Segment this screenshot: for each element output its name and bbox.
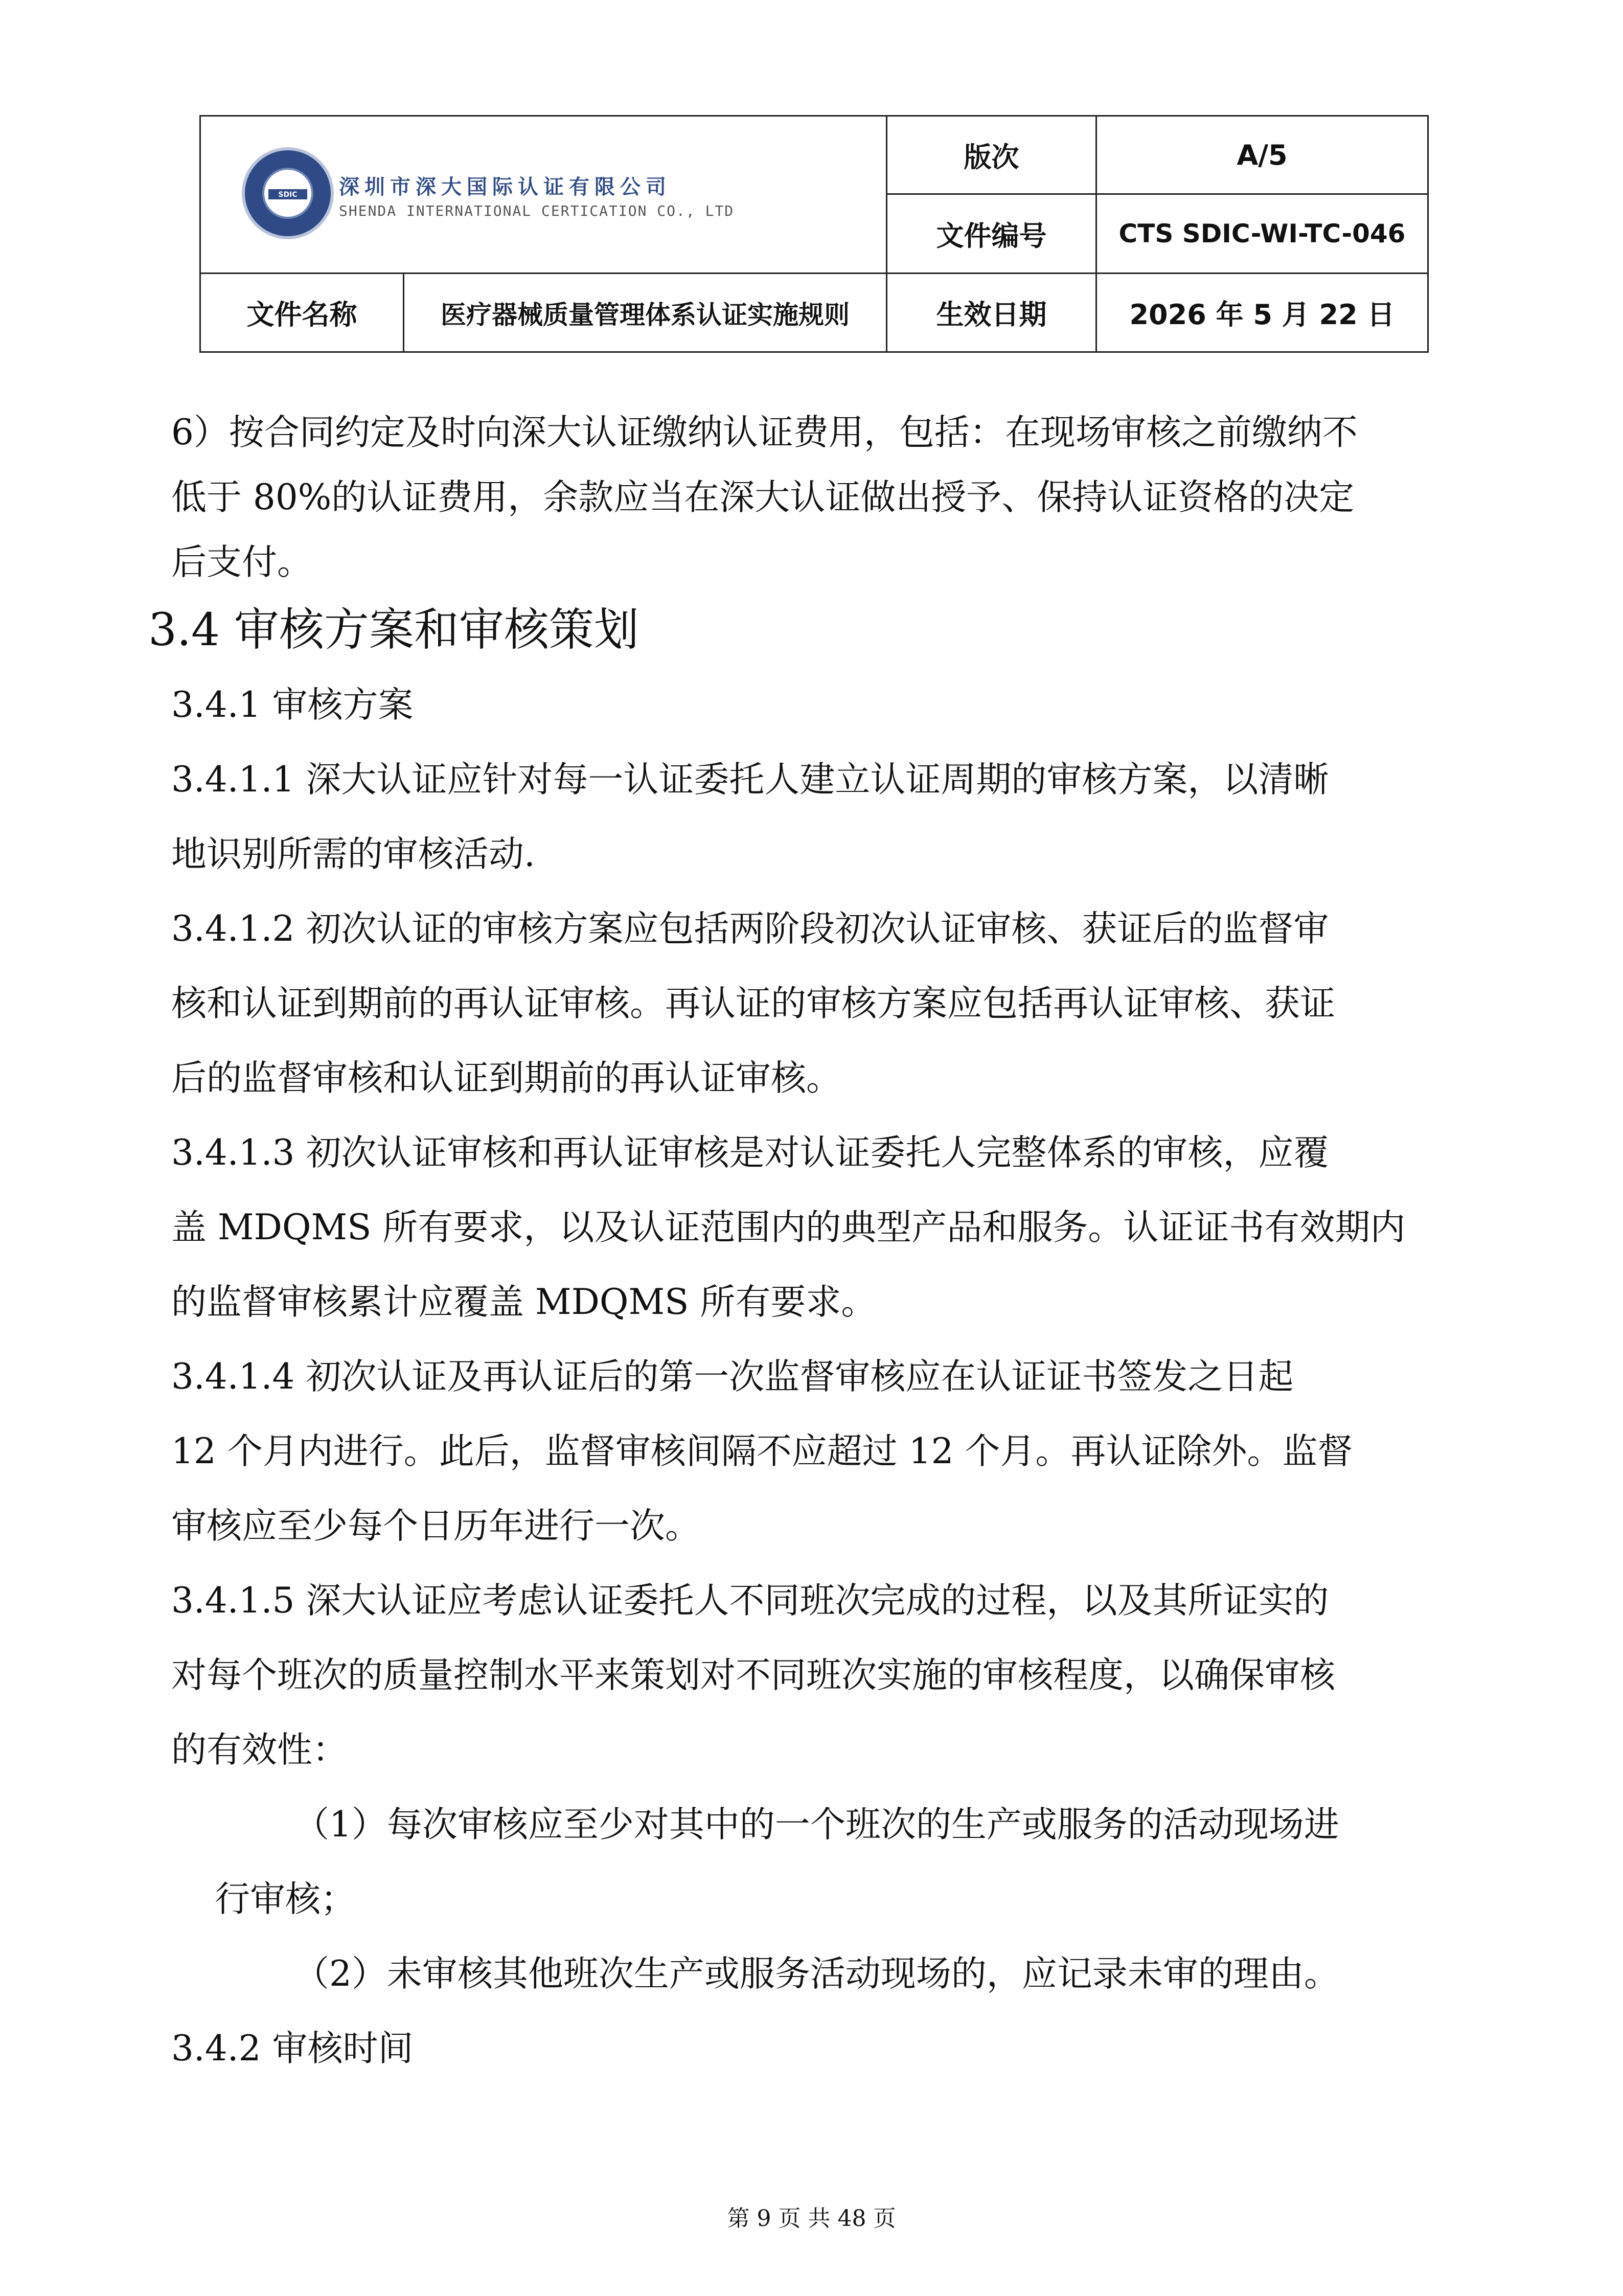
document-header-table (199, 115, 1429, 353)
paragraph-line: 审核应至少每个日历年进行一次。 (171, 1506, 700, 1547)
paragraph-line: 后的监督审核和认证到期前的再认证审核。 (171, 1058, 841, 1099)
effective-date-value: 2026 年 5 月 22 日 (1129, 299, 1395, 331)
list-item-1-line: （1）每次审核应至少对其中的一个班次的生产或服务的活动现场进 (294, 1804, 1339, 1845)
doc-name-label: 文件名称 (246, 299, 357, 331)
paragraph-line: 低于 80%的认证费用，余款应当在深大认证做出授予、保持认证资格的决定 (171, 477, 1355, 518)
paragraph-line: 12 个月内进行。此后，监督审核间隔不应超过 12 个月。再认证除外。监督 (171, 1431, 1353, 1472)
paragraph-line: 盖 MDQMS 所有要求，以及认证范围内的典型产品和服务。认证证书有效期内 (171, 1207, 1406, 1248)
version-label: 版次 (964, 141, 1019, 173)
list-item-2: （2）未审核其他班次生产或服务活动现场的，应记录未审的理由。 (294, 1953, 1339, 1994)
paragraph-line: 6）按合同约定及时向深大认证缴纳认证费用，包括：在现场审核之前缴纳不 (171, 412, 1358, 453)
paragraph-line: 3.4.1.5 深大认证应考虑认证委托人不同班次完成的过程，以及其所证实的 (171, 1580, 1329, 1621)
version-value: A/5 (1237, 139, 1288, 171)
paragraph-line: 的有效性： (171, 1730, 348, 1770)
page-number: 第 9 页 共 48 页 (727, 2206, 896, 2232)
paragraph-line: 地识别所需的审核活动. (171, 834, 535, 875)
paragraph-line: 3.4.1.1 深大认证应针对每一认证委托人建立认证周期的审核方案，以清晰 (171, 759, 1329, 800)
company-name-en: SHENDA INTERNATIONAL CERTICATION CO., LTD (339, 202, 735, 219)
paragraph-line: 3.4.1.2 初次认证的审核方案应包括两阶段初次认证审核、获证后的监督审 (171, 908, 1329, 949)
paragraph-line: 核和认证到期前的再认证审核。再认证的审核方案应包括再认证审核、获证 (171, 983, 1335, 1024)
paragraph-line: 对每个班次的质量控制水平来策划对不同班次实施的审核程度，以确保审核 (171, 1655, 1335, 1696)
svg-text:SDIC: SDIC (278, 191, 298, 199)
effective-date-label: 生效日期 (936, 299, 1047, 331)
sdic-seal-icon (242, 147, 334, 239)
subsection-heading-3-4-2: 3.4.2 审核时间 (171, 2028, 414, 2069)
subsection-heading-3-4-1: 3.4.1 审核方案 (171, 685, 414, 725)
paragraph-line: 后支付。 (171, 542, 312, 583)
doc-number-value: CTS SDIC-WI-TC-046 (1118, 219, 1406, 248)
section-heading-3-4: 3.4 审核方案和审核策划 (148, 603, 639, 656)
paragraph-line: 3.4.1.4 初次认证及再认证后的第一次监督审核应在认证证书签发之日起 (171, 1356, 1294, 1397)
paragraph-line: 3.4.1.3 初次认证审核和再认证审核是对认证委托人完整体系的审核，应覆 (171, 1132, 1329, 1173)
doc-name-value: 医疗器械质量管理体系认证实施规则 (441, 300, 850, 330)
list-item-1-line: 行审核； (215, 1879, 356, 1920)
paragraph-line: 的监督审核累计应覆盖 MDQMS 所有要求。 (171, 1282, 877, 1323)
company-name-cn: 深圳市深大国际认证有限公司 (339, 175, 671, 199)
seal-text (268, 189, 307, 199)
doc-number-label: 文件编号 (936, 219, 1047, 252)
